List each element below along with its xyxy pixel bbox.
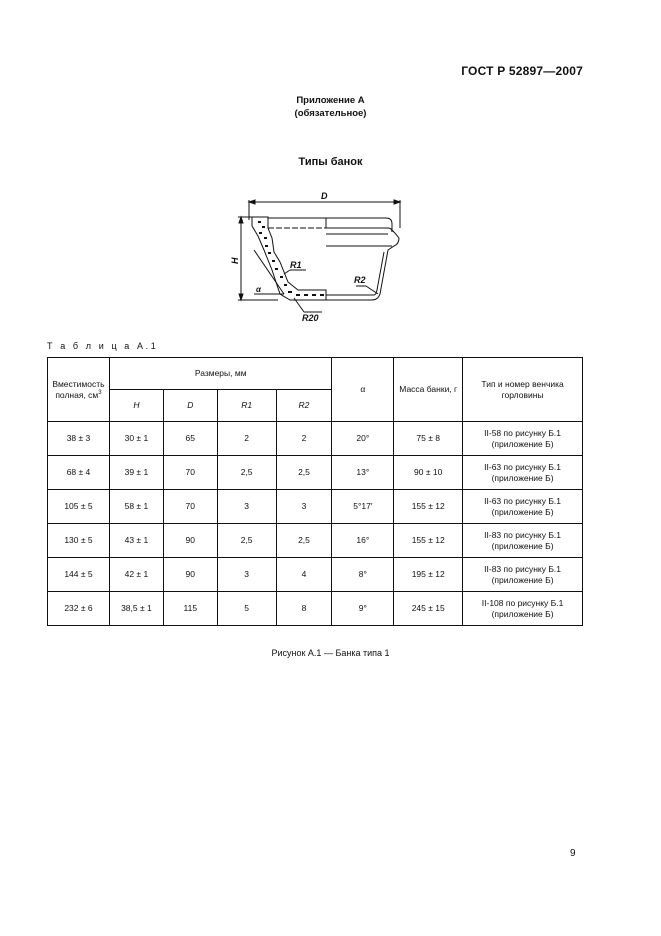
cell-d: 115 [163, 592, 217, 626]
header-r2: R2 [276, 390, 332, 422]
table-row [48, 456, 583, 490]
cell-d: 70 [163, 490, 217, 524]
cell-mass: 75 ± 8 [394, 422, 463, 456]
arrow-up-icon [239, 217, 243, 223]
cell-r1: 3 [217, 490, 276, 524]
header-d: D [163, 390, 217, 422]
label-h: H [230, 257, 240, 264]
cell-capacity: 232 ± 6 [48, 592, 110, 626]
cell-alpha: 13° [332, 456, 394, 490]
cell-r1: 2,5 [217, 524, 276, 558]
cell-alpha: 9° [332, 592, 394, 626]
header-mass: Масса банки, г [394, 358, 463, 422]
cell-mass: 245 ± 15 [394, 592, 463, 626]
cell-mass: 155 ± 12 [394, 524, 463, 558]
cell-finish1-line: II-63 по рисунку Б.1 [484, 461, 561, 472]
cell-d: 90 [163, 524, 217, 558]
cell-alpha: 5°17′ [332, 490, 394, 524]
cell-h: 43 ± 1 [109, 524, 163, 558]
cell-finish1-line: II-63 по рисунку Б.1 [484, 495, 561, 506]
cell-r1: 2,5 [217, 456, 276, 490]
cell-finish [463, 456, 583, 490]
cell-r2: 2,5 [276, 456, 332, 490]
label-r20: R20 [302, 313, 319, 322]
cell-alpha: 20° [332, 422, 394, 456]
header-r1: R1 [217, 390, 276, 422]
cell-capacity: 68 ± 4 [48, 456, 110, 490]
header-h: H [109, 390, 163, 422]
figure-title: Типы банок [298, 156, 363, 168]
header-finish: Тип и номер венчика горловины [463, 358, 583, 422]
jar-outer-profile [268, 218, 399, 300]
appendix-status: (обязательное) [294, 108, 367, 119]
figure-caption: Рисунок А.1 — Банка типа 1 [271, 648, 390, 658]
jar-section-wall [252, 217, 326, 300]
cell-finish2-line: (приложение Б) [491, 608, 554, 619]
header-alpha: α [332, 358, 394, 422]
cell-finish1-line: II-58 по рисунку Б.1 [484, 427, 561, 438]
cell-finish1-line: II-83 по рисунку Б.1 [484, 563, 561, 574]
cell-finish [463, 524, 583, 558]
cell-mass: 195 ± 12 [394, 558, 463, 592]
label-alpha: α [256, 285, 261, 294]
cell-finish [463, 490, 583, 524]
appendix-heading [0, 94, 661, 120]
table-row [48, 490, 583, 524]
cell-h: 38,5 ± 1 [109, 592, 163, 626]
cell-alpha: 8° [332, 558, 394, 592]
cell-finish [463, 422, 583, 456]
cell-h: 58 ± 1 [109, 490, 163, 524]
cell-capacity: 105 ± 5 [48, 490, 110, 524]
cell-finish2-line: (приложение Б) [491, 540, 554, 551]
cell-finish2-line: (приложение Б) [491, 574, 554, 585]
cell-r1: 5 [217, 592, 276, 626]
appendix-title: Приложение А [296, 95, 365, 106]
cell-capacity: 38 ± 3 [48, 422, 110, 456]
cell-finish1-line: II-108 по рисунку Б.1 [481, 597, 564, 608]
cell-r2: 2,5 [276, 524, 332, 558]
document-header-standard: ГОСТ Р 52897—2007 [461, 64, 583, 78]
table-body [48, 422, 583, 626]
cell-mass: 155 ± 12 [394, 490, 463, 524]
cell-r2: 3 [276, 490, 332, 524]
cell-finish [463, 558, 583, 592]
jar-drawing [228, 190, 418, 322]
label-r1: R1 [290, 260, 302, 270]
cell-finish2-line: (приложение Б) [491, 506, 554, 517]
header-dimensions: Размеры, мм [109, 358, 331, 390]
cell-capacity: 130 ± 5 [48, 524, 110, 558]
table-caption: Т а б л и ц а А.1 [47, 341, 159, 351]
cell-finish1-line: II-83 по рисунку Б.1 [484, 529, 561, 540]
page-number: 9 [570, 848, 576, 859]
label-r2: R2 [354, 275, 366, 285]
table-row [48, 524, 583, 558]
cell-r1: 3 [217, 558, 276, 592]
cell-finish2-line: (приложение Б) [491, 438, 554, 449]
cell-alpha: 16° [332, 524, 394, 558]
cell-finish2-line: (приложение Б) [491, 472, 554, 483]
table-row [48, 422, 583, 456]
table-row [48, 592, 583, 626]
cell-r1: 2 [217, 422, 276, 456]
cell-d: 70 [163, 456, 217, 490]
header-capacity: Вместимость полная, $см^3$ [48, 358, 110, 422]
table-row [48, 558, 583, 592]
arrow-right-icon [394, 200, 400, 204]
arrow-left-icon [249, 200, 255, 204]
cell-d: 90 [163, 558, 217, 592]
arrow-down-icon [239, 294, 243, 300]
cell-capacity: 144 ± 5 [48, 558, 110, 592]
cell-h: 30 ± 1 [109, 422, 163, 456]
cell-h: 42 ± 1 [109, 558, 163, 592]
jar-types-table [47, 357, 583, 626]
cell-r2: 2 [276, 422, 332, 456]
cell-r2: 4 [276, 558, 332, 592]
cell-d: 65 [163, 422, 217, 456]
cell-finish [463, 592, 583, 626]
label-d: D [321, 191, 328, 201]
cell-h: 39 ± 1 [109, 456, 163, 490]
cell-r2: 8 [276, 592, 332, 626]
cell-mass: 90 ± 10 [394, 456, 463, 490]
